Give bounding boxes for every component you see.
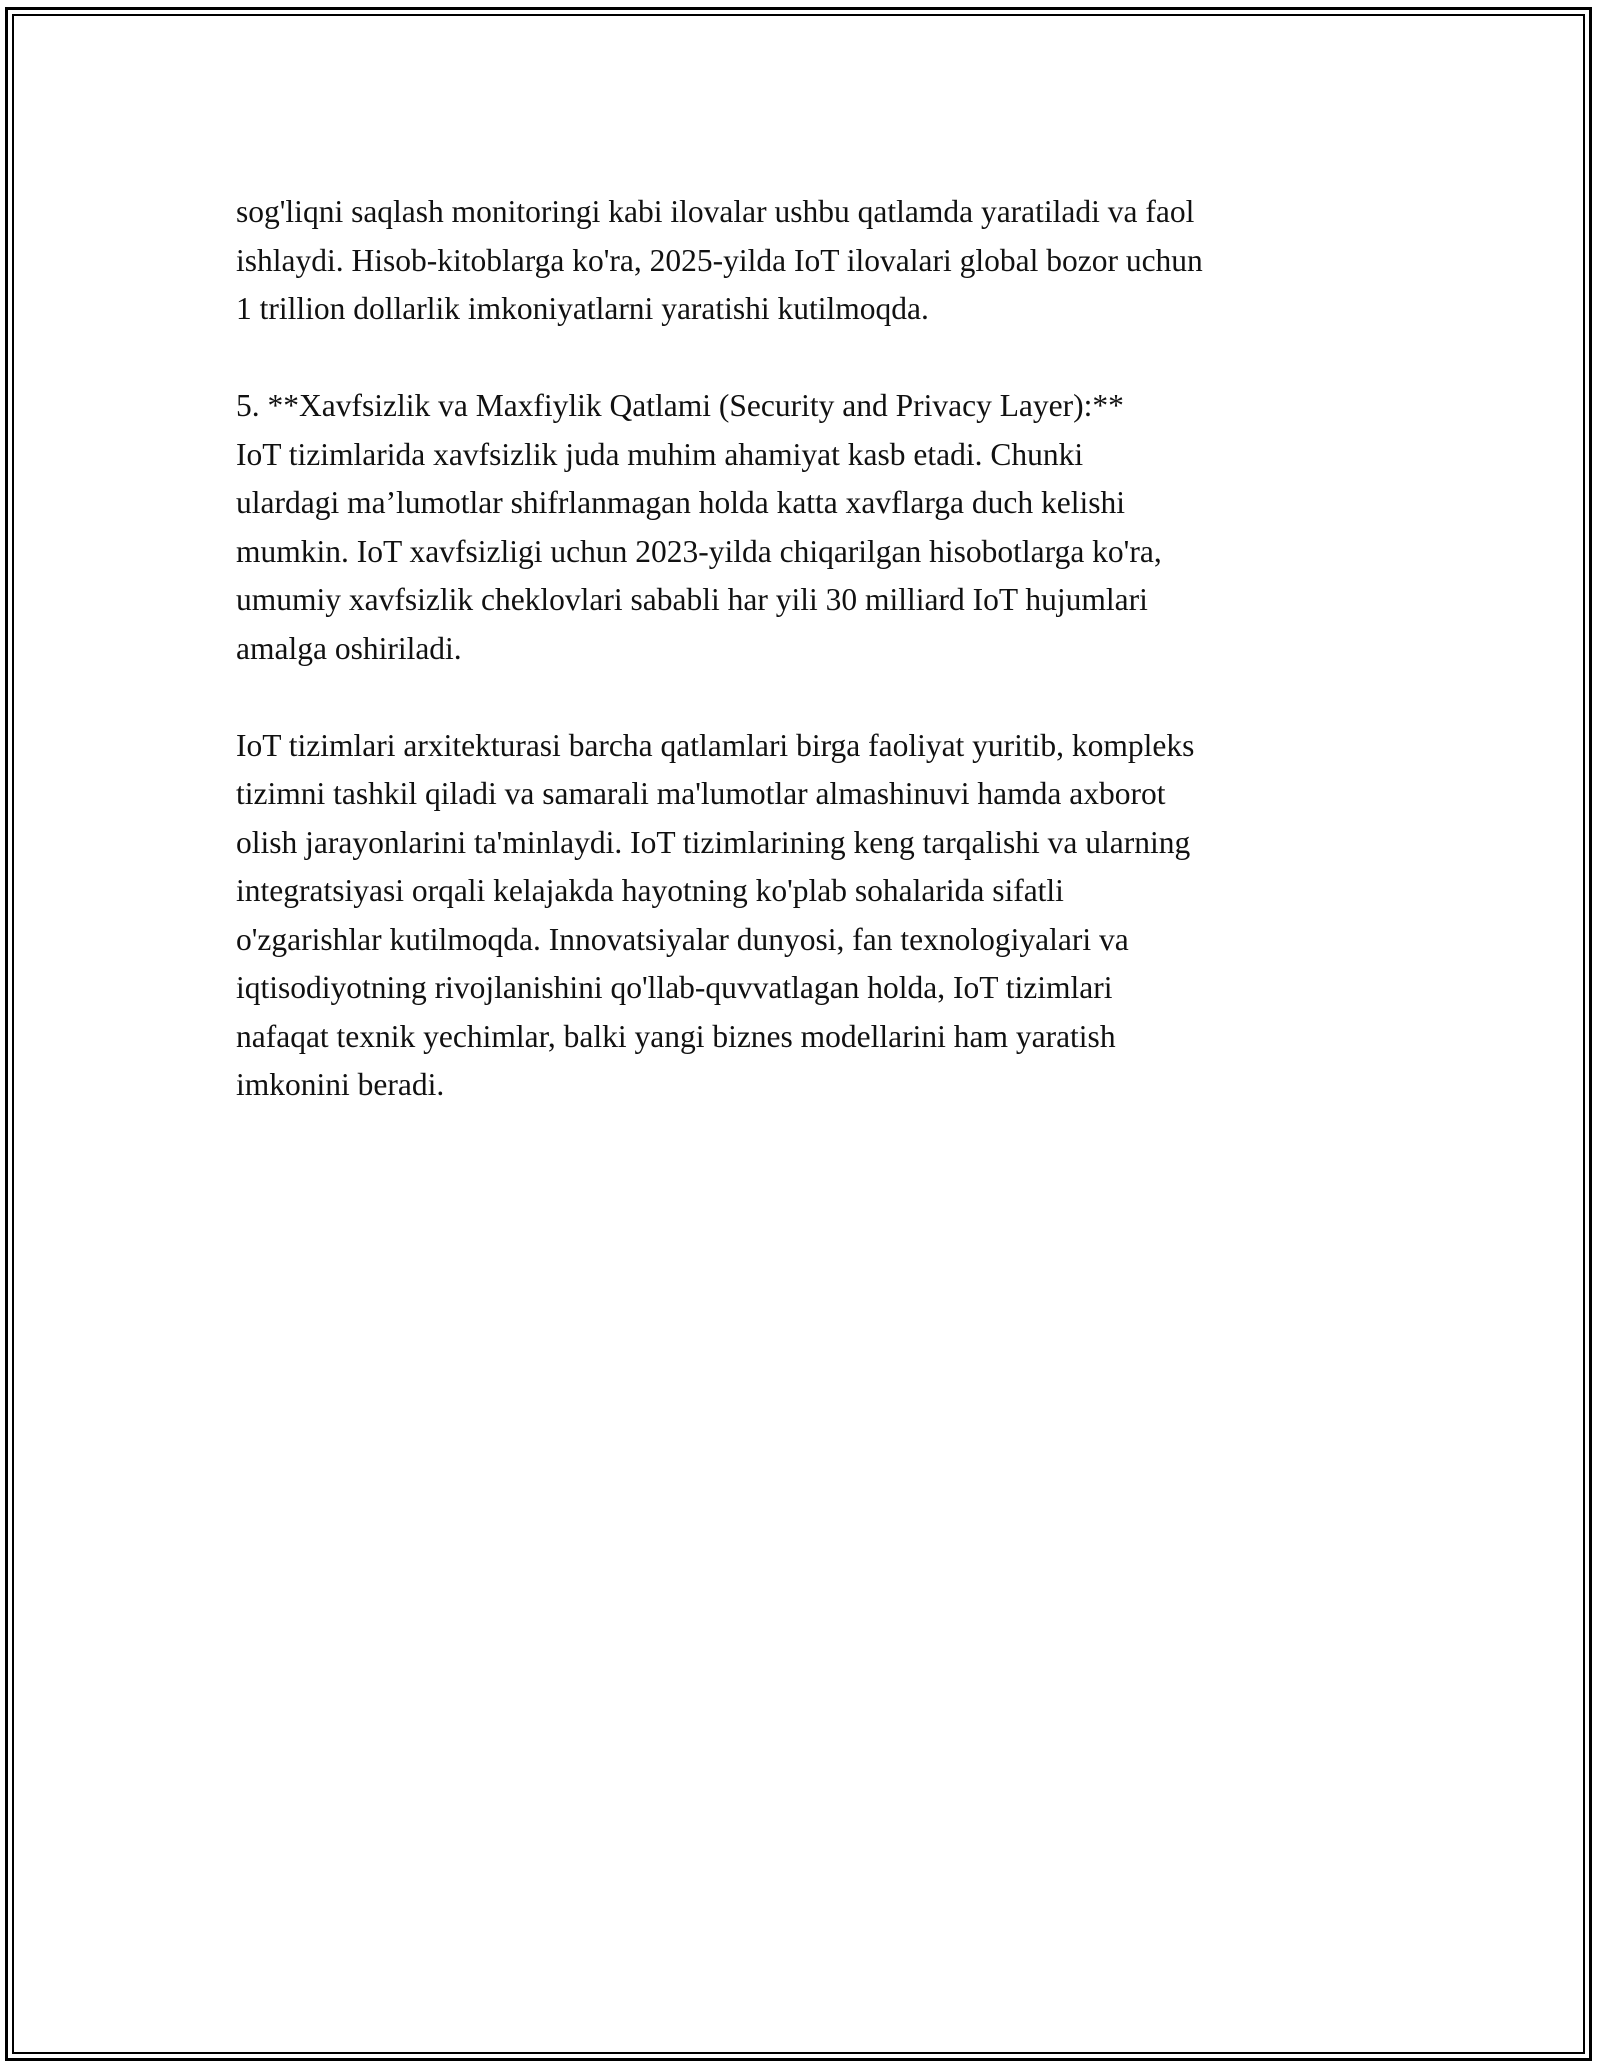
paragraph-security-layer: IoT tizimlarida xavfsizlik juda muhim ahamiyat kasb etadi. Chunki ulardagi ma’lumotlar shifrlanmagan holda katta xavflarga duch kelishi mumkin. IoT xavfsizligi uchun 2023-yilda chiqarilgan hisobotlarga ko'ra, umumiy xavfsizlik cheklovlari sababli har yili 30 milliard IoT hujumlari amalga oshiriladi.: [236, 436, 1162, 666]
paragraph-applications-layer-end: sog'liqni saqlash monitoringi kabi ilovalar ushbu qatlamda yaratiladi va faol ishlaydi. Hisob-kitoblarga ko'ra, 2025-yilda IoT ilovalari global bozor uchun 1 trillion dollarlik imkoniyatlarni yaratishi kutilmoqda.: [236, 194, 1203, 326]
section-heading-security-layer: 5. **Xavfsizlik va Maxfiylik Qatlami (Security and Privacy Layer):**: [236, 388, 1124, 423]
paragraph-conclusion: IoT tizimlari arxitekturasi barcha qatlamlari birga faoliyat yuritib, kompleks tizimni tashkil qiladi va samarali ma'lumotlar almashinuvi hamda axborot olish jarayonlarini ta'minlaydi. IoT tizimlarining keng tarqalishi va ularning integratsiyasi orqali kelajakda hayotning ko'plab sohalarida sifatli o'zgarishlar kutilmoqda. Innovatsiyalar dunyosi, fan texnologiyalari va iqtisodiyotning rivojlanishini qo'llab-quvvatlagan holda, IoT tizimlari nafaqat texnik yechimlar, balki yangi biznes modellarini ham yaratish imkonini beradi.: [236, 727, 1195, 1102]
paragraph-spacer: [236, 673, 1396, 722]
paragraph-spacer: [236, 334, 1396, 383]
document-body: [236, 188, 1396, 1110]
